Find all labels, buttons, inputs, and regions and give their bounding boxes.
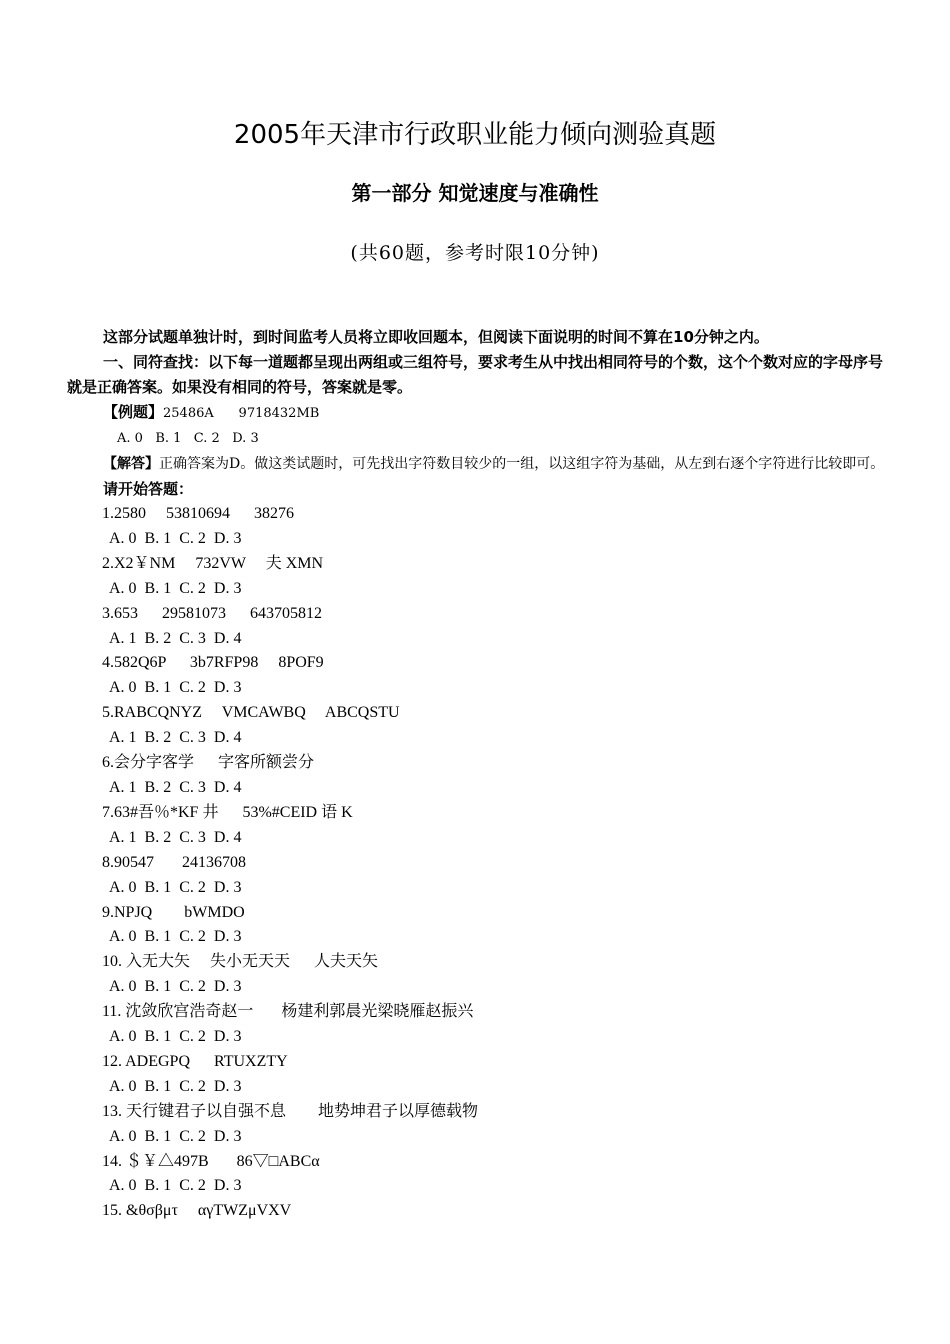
question-options: A. 0 B. 1 C. 2 D. 3	[109, 1177, 242, 1195]
question-options: A. 0 B. 1 C. 2 D. 3	[109, 529, 242, 547]
question-list	[67, 502, 885, 1224]
question-item: 11. 沈敛欣宫浩奇赵一 杨建利郭晨光梁晓雁赵振兴	[102, 1003, 474, 1021]
instruction-paragraph-1: 这部分试题单独计时，到时间监考人员将立即收回题本，但阅读下面说明的时间不算在10分钟之内。	[103, 328, 769, 346]
question-options: A. 1 B. 2 C. 3 D. 4	[109, 828, 242, 846]
question-options: A. 0 B. 1 C. 2 D. 3	[109, 978, 242, 996]
question-options: A. 0 B. 1 C. 2 D. 3	[109, 878, 242, 896]
question-item: 8.90547 24136708	[102, 853, 246, 871]
question-item: 2.X2￥NM 732VW 夫 XMN	[102, 554, 324, 572]
question-item: 4.582Q6P 3b7RFP98 8POF9	[102, 654, 324, 672]
question-options: A. 0 B. 1 C. 2 D. 3	[109, 679, 242, 697]
question-item: 15. &θσβμτ αγTWZμVXV	[102, 1202, 292, 1220]
question-options: A. 1 B. 2 C. 3 D. 4	[109, 778, 242, 796]
question-item: 5.RABCQNYZ VMCAWBQ ABCQSTU	[102, 704, 400, 722]
question-item: 13. 天行键君子以自强不息 地势坤君子以厚德载物	[102, 1102, 479, 1120]
example-line	[67, 400, 885, 426]
answer-text: 正确答案为D。做这类试题时，可先找出字符数目较少的一组，以这组字符为基础，从左到右逐个字符进行比较即可。	[159, 456, 885, 472]
question-item: 3.653 29581073 643705812	[102, 604, 322, 622]
example-text: 25486A 9718432MB	[163, 406, 320, 421]
question-options: A. 0 B. 1 C. 2 D. 3	[109, 1077, 242, 1095]
question-item: 1.2580 53810694 38276	[102, 505, 294, 522]
instruction-paragraph-2: 一、同符查找：以下每一道题都呈现出两组或三组符号，要求考生从中找出相同符号的个数，这个个数对应的字母序号就是正确答案。如果没有相同的符号，答案就是零。	[67, 353, 884, 396]
question-options: A. 0 B. 1 C. 2 D. 3	[109, 1127, 242, 1145]
question-options: A. 0 B. 1 C. 2 D. 3	[109, 579, 242, 597]
document-title: 2005年天津市行政职业能力倾向测验真题	[233, 120, 717, 150]
document-body	[67, 325, 885, 1224]
question-item: 9.NPJQ bWMDO	[102, 903, 245, 921]
question-item: 14. ＄￥△497B 86▽□ABCα	[102, 1152, 320, 1170]
question-options: A. 1 B. 2 C. 3 D. 4	[109, 729, 242, 747]
section-heading: 第一部分 知觉速度与准确性	[351, 181, 599, 205]
question-options: A. 0 B. 1 C. 2 D. 3	[109, 1028, 242, 1046]
question-item: 7.63#吾％*KF 井 53%#CEID 语 K	[102, 803, 353, 821]
question-options: A. 0 B. 1 C. 2 D. 3	[109, 928, 242, 946]
start-prompt: 请开始答题：	[103, 480, 194, 498]
question-item: 10. 入无大矢 失小无天天 人夫天矢	[102, 953, 379, 971]
section-note: (共60题，参考时限10分钟)	[350, 242, 600, 264]
answer-paragraph	[67, 451, 885, 477]
question-options: A. 1 B. 2 C. 3 D. 4	[109, 629, 242, 647]
question-item: 12. ADEGPQ RTUXZTY	[102, 1052, 288, 1070]
example-label: 【例题】	[103, 403, 164, 421]
question-item: 6.会分字客学 字客所额尝分	[102, 754, 315, 772]
answer-label: 【解答】	[103, 456, 159, 472]
example-options: A. 0 B. 1 C. 2 D. 3	[117, 431, 259, 446]
